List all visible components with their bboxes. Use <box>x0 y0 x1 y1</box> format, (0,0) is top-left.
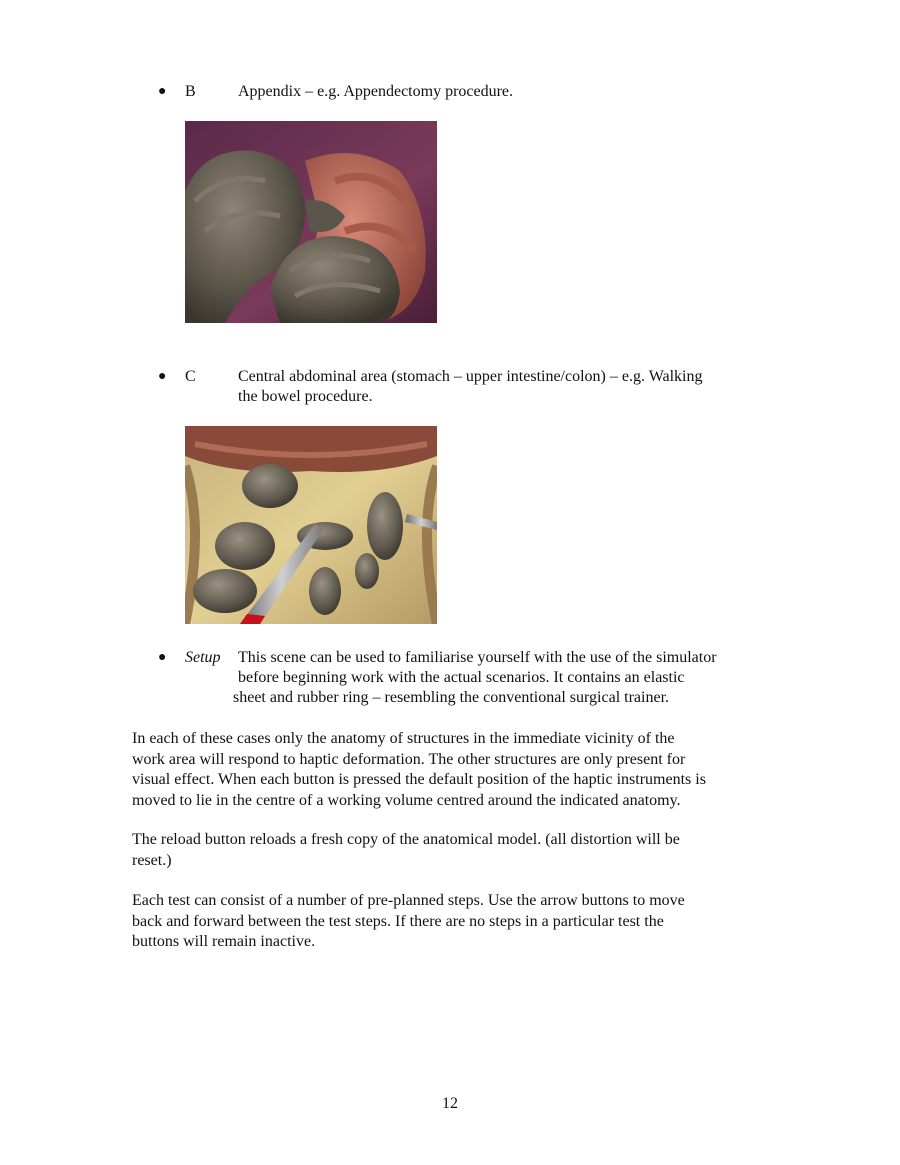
item-b-key: B <box>185 83 196 100</box>
item-b-description: Appendix – e.g. Appendectomy procedure. <box>238 83 514 100</box>
page-number: 12 <box>442 1095 458 1112</box>
paragraph-haptic-deformation <box>132 729 772 811</box>
bullet-icon: ● <box>158 369 167 384</box>
item-setup-key: Setup <box>185 649 221 666</box>
paragraph-line: work area will respond to haptic deformation. The other structures are only present for <box>132 750 686 768</box>
paragraph-line: buttons will remain inactive. <box>132 933 316 950</box>
paragraph-line: reset.) <box>132 851 172 869</box>
abdominal-area-image <box>185 426 437 624</box>
item-setup-description-line3: sheet and rubber ring – resembling the conventional surgical trainer. <box>233 689 670 706</box>
bullet-icon: ● <box>158 84 167 99</box>
paragraph-line: Each test can consist of a number of pre-planned steps. Use the arrow buttons to move <box>132 892 685 909</box>
paragraph-line: The reload button reloads a fresh copy of the anatomical model. (all distortion will be <box>132 831 680 848</box>
bullet-icon: ● <box>158 650 167 665</box>
item-c-description-line1: Central abdominal area (stomach – upper intestine/colon) – e.g. Walking <box>238 368 703 385</box>
paragraph-line: back and forward between the test steps. If there are no steps in a particular test the <box>132 912 664 930</box>
item-setup-description-line1: This scene can be used to familiarise yourself with the use of the simulator <box>238 649 717 666</box>
item-setup-description-line2: before beginning work with the actual scenarios. It contains an elastic <box>238 669 685 686</box>
item-c-description-line2: the bowel procedure. <box>238 388 373 405</box>
appendix-image <box>185 121 437 323</box>
item-c-key: C <box>185 368 196 385</box>
paragraph-reload-button <box>132 830 772 871</box>
paragraph-line: moved to lie in the centre of a working volume centred around the indicated anatomy. <box>132 791 681 809</box>
paragraph-line: In each of these cases only the anatomy of structures in the immediate vicinity of the <box>132 730 675 747</box>
paragraph-test-steps <box>132 891 772 953</box>
paragraph-line: visual effect. When each button is pressed the default position of the haptic instruments is <box>132 771 706 788</box>
